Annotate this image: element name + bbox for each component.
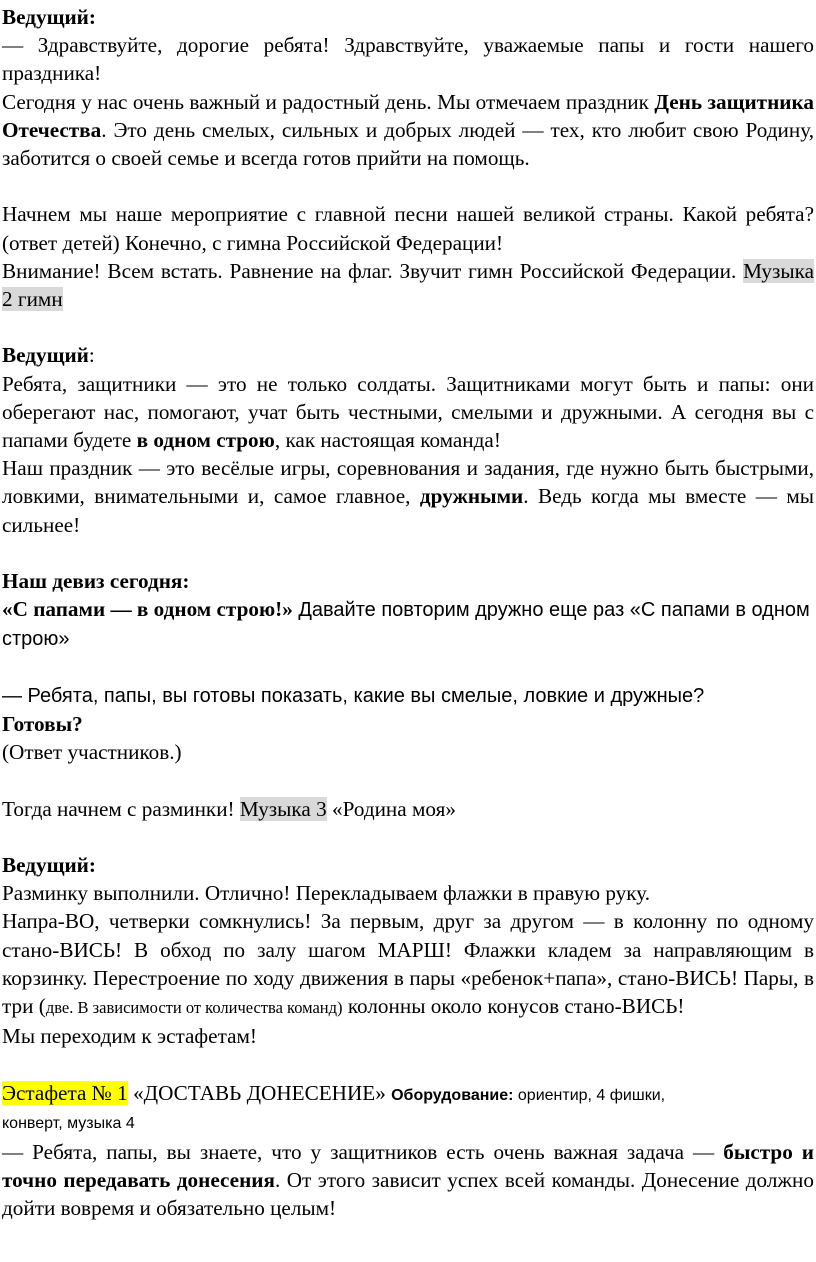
relay-1-heading xyxy=(2,1079,814,1110)
speaker-heading: Ведущий: xyxy=(2,5,96,29)
relay-1-text-end: . От этого зависит успех всей команды. Донесение должно дойти вовремя и обязательно целым! xyxy=(2,1168,814,1221)
ready-word: Готовы? xyxy=(2,712,83,737)
blank-line xyxy=(2,766,816,794)
greeting-paragraph: — Здравствуйте, дорогие ребята! Здравствуйте, уважаемые папы и гости нашего праздника! xyxy=(2,33,814,86)
motto-heading: Наш девиз сегодня: xyxy=(2,569,190,594)
blank-line xyxy=(2,823,816,851)
teams-note: две. В зависимости от количества команд) xyxy=(45,998,343,1018)
music-cue-anthem: Музыка 2 гимн xyxy=(2,258,814,312)
equipment-list-1: ориентир, 4 фишки, xyxy=(513,1086,666,1104)
holiday-name: День защитника Отечества xyxy=(2,89,814,142)
warmup-done-line: Разминку выполнили. Отлично! Перекладываем флажки в правую руку. xyxy=(2,881,651,906)
games-text-end: . Ведь когда мы вместе — мы сильнее! xyxy=(2,484,814,537)
motto-text: «С папами — в одном строю!» xyxy=(2,597,293,622)
defenders-text-start: Ребята, защитники — это не только солдаты. Защитниками могут быть и папы: они оберегают нас, помогают, учат быть честными, смелыми и дружными. А сегодня вы с папами будете xyxy=(2,371,814,453)
relay-1-bold-phrase: быстро и точно передавать донесения xyxy=(2,1140,815,1193)
warmup-line xyxy=(2,795,814,823)
blank-line xyxy=(2,1050,816,1078)
defenders-text-end: , как настоящая команда! xyxy=(274,428,501,453)
ready-question: — Ребята, папы, вы готовы показать, какие вы смелые, ловкие и дружные? xyxy=(2,684,705,707)
blank-line xyxy=(2,172,816,200)
relays-line: Мы переходим к эстафетам! xyxy=(2,1024,257,1049)
relay-1-label: Эстафета № 1 xyxy=(2,1080,128,1105)
blank-line xyxy=(2,654,816,682)
friendly-word: дружными xyxy=(419,484,524,509)
intro-paragraph xyxy=(2,88,814,173)
warmup-text: Тогда начнем с разминки! xyxy=(2,796,240,821)
relay-1-text-start: — Ребята, папы, вы знаете, что у защитников есть очень важная задача — xyxy=(2,1140,724,1165)
blank-line xyxy=(2,539,816,567)
anthem-intro-paragraph: Начнем мы наше мероприятие с главной песни нашей великой страны. Какой ребята? (ответ детей) Конечно, с гимна Российской Федерации! xyxy=(2,202,814,255)
equipment-list-2: конверт, музыка 4 xyxy=(2,1114,135,1132)
speaker-heading-2 xyxy=(2,341,814,369)
intro-text-start: Сегодня у нас очень важный и радостный день. Мы отмечаем праздник xyxy=(2,89,655,114)
blank-line xyxy=(2,313,816,341)
commands-text-end: колонны около конусов стано-ВИСЬ! xyxy=(342,994,685,1019)
anthem-attention-text: Внимание! Всем встать. Равнение на флаг. Звучит гимн Российской Федерации. xyxy=(2,258,744,283)
relay-1-paragraph xyxy=(2,1138,814,1223)
defenders-paragraph xyxy=(2,370,814,455)
speaker-heading-3: Ведущий: xyxy=(2,853,96,877)
games-text-start: Наш праздник — это весёлые игры, соревнования и задания, где нужно быть быстрыми, ловкими, внимательными и, самое главное, xyxy=(2,456,814,509)
speaker-colon: : xyxy=(88,343,95,368)
holiday-games-paragraph xyxy=(2,454,814,539)
motto-paragraph xyxy=(2,595,814,653)
anthem-attention-paragraph xyxy=(2,257,814,313)
formation-commands-paragraph xyxy=(2,907,814,1022)
in-one-line-phrase: в одном строю xyxy=(136,428,275,453)
participants-answer: (Ответ участников.) xyxy=(2,740,182,765)
intro-text-end: . Это день смелых, сильных и добрых людей — тех, кто любит свою Родину, заботится о своей семье и всегда готов прийти на помощь. xyxy=(2,117,814,171)
music-cue-warmup: Музыка 3 xyxy=(239,796,327,821)
commands-text: Напра-ВО, четверки сомкнулись! За первым, друг за другом — в колонну по одному стано-ВИСЬ! В обход по залу шагом МАРШ! Флажки кладем за направляющим в корзинку. Перестроение по ходу движения в пары «ребенок+папа», стано-ВИСЬ! Пары, в три ( xyxy=(2,909,814,1019)
equipment-label: Оборудование: xyxy=(391,1086,514,1104)
motto-repeat-text: Давайте повторим дружно еще раз «С папами в одном строю» xyxy=(2,599,810,651)
relay-1-title: «ДОСТАВЬ ДОНЕСЕНИЕ» xyxy=(127,1080,392,1105)
warmup-song: «Родина моя» xyxy=(326,796,456,821)
speaker-label: Ведущий xyxy=(2,343,89,368)
